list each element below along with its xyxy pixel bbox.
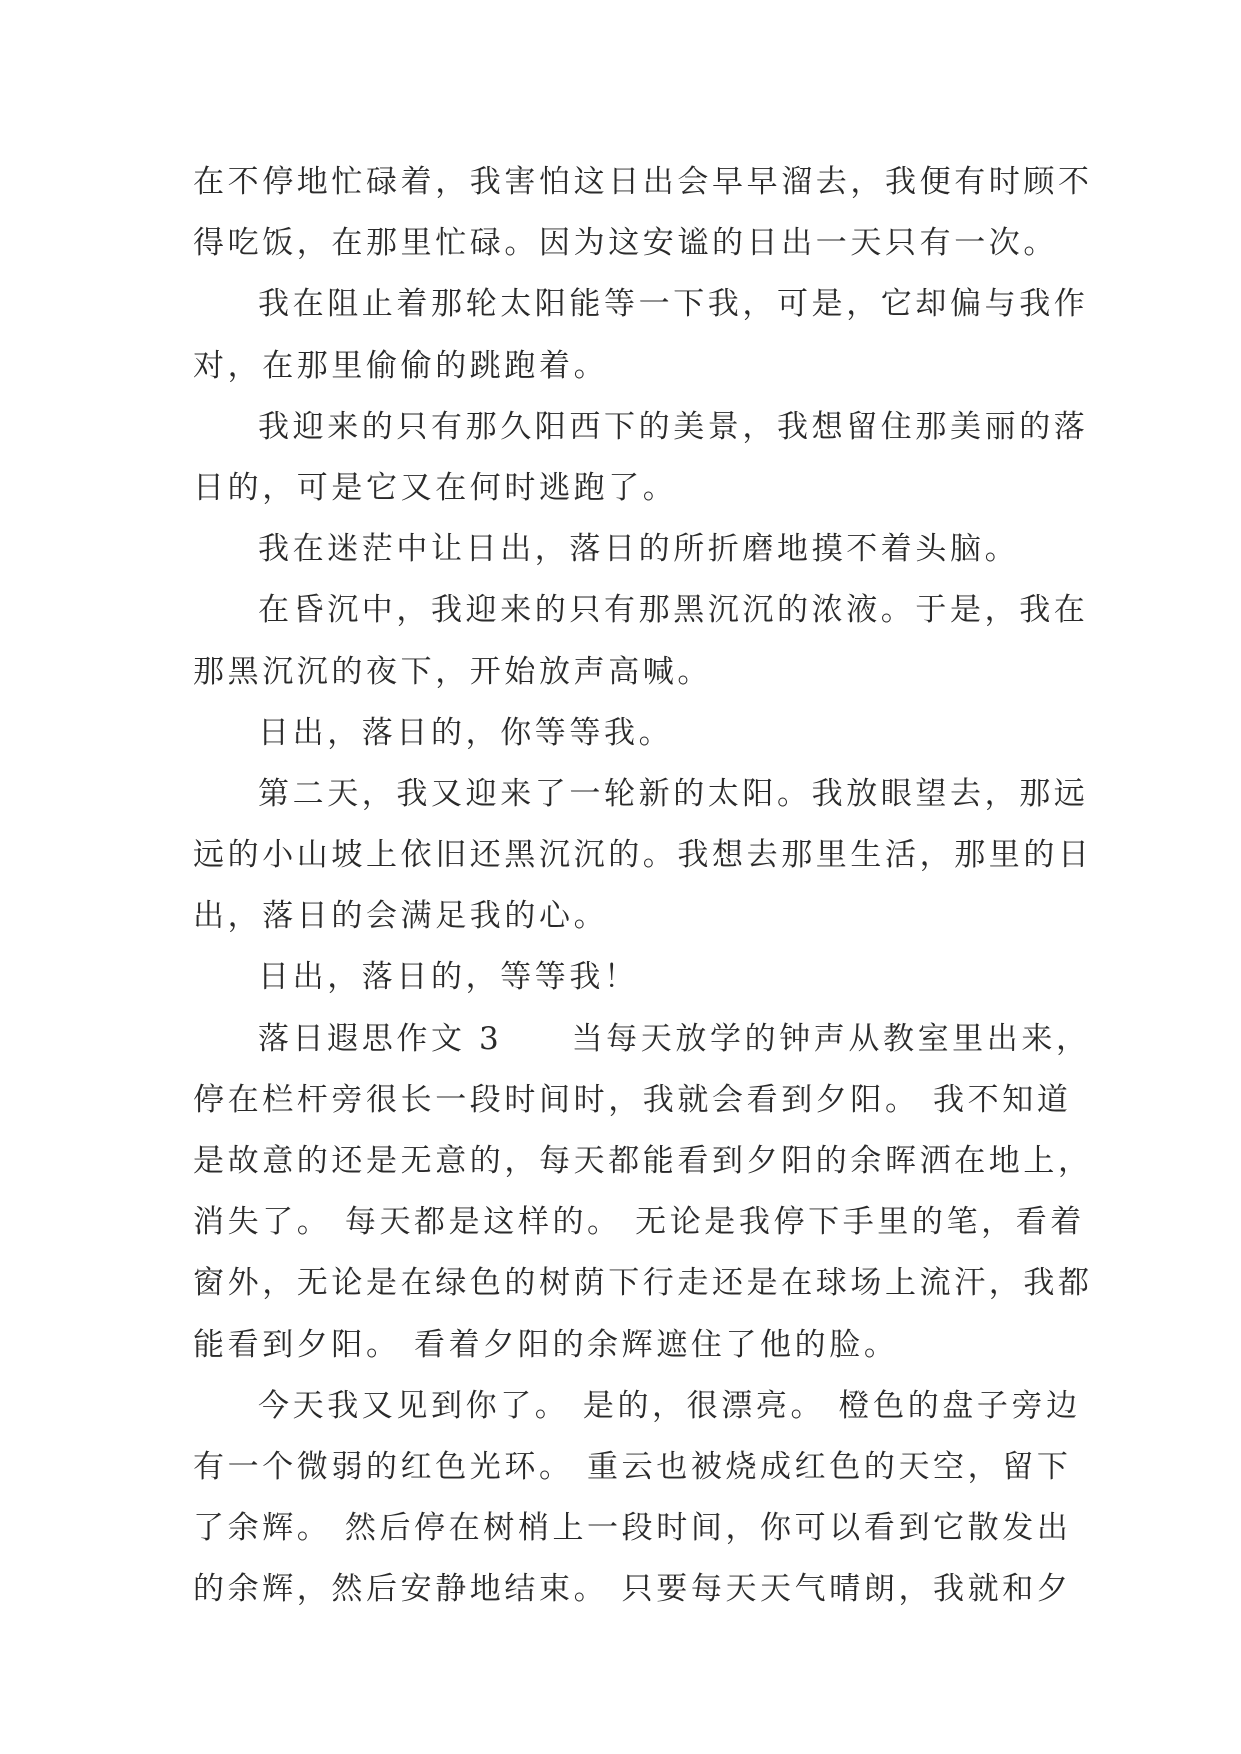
text-line-8: 在昏沉中，我迎来的只有那黑沉沉的浓液。于是，我在 <box>258 592 1089 629</box>
text-line-1: 在不停地忙碌着，我害怕这日出会早早溜去，我便有时顾不 <box>193 164 1093 200</box>
text-line-14: 日出，落日的，等等我！ <box>258 959 639 996</box>
text-line-2: 得吃饭，在那里忙碌。因为这安谧的日出一天只有一次。 <box>193 225 1058 262</box>
text-line-3: 我在阻止着那轮太阳能等一下我，可是，它却偏与我作 <box>258 286 1089 323</box>
text-line-13: 出，落日的会满足我的心。 <box>193 898 609 935</box>
text-line-19: 窗外，无论是在绿色的树荫下行走还是在球场上流汗，我都 <box>193 1265 1093 1302</box>
text-line-11: 第二天，我又迎来了一轮新的太阳。我放眼望去，那远 <box>258 775 1089 812</box>
text-line-20: 能看到夕阳。 看着夕阳的余辉遮住了他的脸。 <box>193 1326 899 1363</box>
text-line-5: 我迎来的只有那久阳西下的美景，我想留住那美丽的落 <box>258 408 1089 445</box>
text-line-10: 日出，落日的，你等等我。 <box>258 714 674 751</box>
text-line-22: 有一个微弱的红色光环。 重云也被烧成红色的天空，留下 <box>193 1448 1072 1485</box>
text-line-18: 消失了。 每天都是这样的。 无论是我停下手里的笔，看着 <box>193 1204 1085 1241</box>
document-body <box>193 152 1093 1621</box>
text-line-17: 是故意的还是无意的，每天都能看到夕阳的余晖洒在地上， <box>193 1143 1093 1179</box>
text-line-24: 的余辉，然后安静地结束。 只要每天天气晴朗，我就和夕 <box>193 1571 1072 1608</box>
text-line-16: 停在栏杆旁很长一段时间时，我就会看到夕阳。 我不知道 <box>193 1081 1072 1118</box>
text-line-21: 今天我又见到你了。 是的，很漂亮。 橙色的盘子旁边 <box>258 1387 1081 1424</box>
text-line-12: 远的小山坡上依旧还黑沉沉的。我想去那里生活，那里的日 <box>193 837 1093 874</box>
text-line-7: 我在迷茫中让日出，落日的所折磨地摸不着头脑。 <box>258 531 1020 568</box>
text-line-4: 对，在那里偷偷的跳跑着。 <box>193 347 609 384</box>
text-line-6: 日的，可是它又在何时逃跑了。 <box>193 469 678 506</box>
text-line-23: 了余辉。 然后停在树梢上一段时间，你可以看到它散发出 <box>193 1510 1072 1547</box>
text-line-9: 那黑沉沉的夜下，开始放声高喊。 <box>193 653 712 690</box>
text-line-15: 落日遐思作文 3 当每天放学的钟声从教室里出来， <box>258 1020 1091 1057</box>
